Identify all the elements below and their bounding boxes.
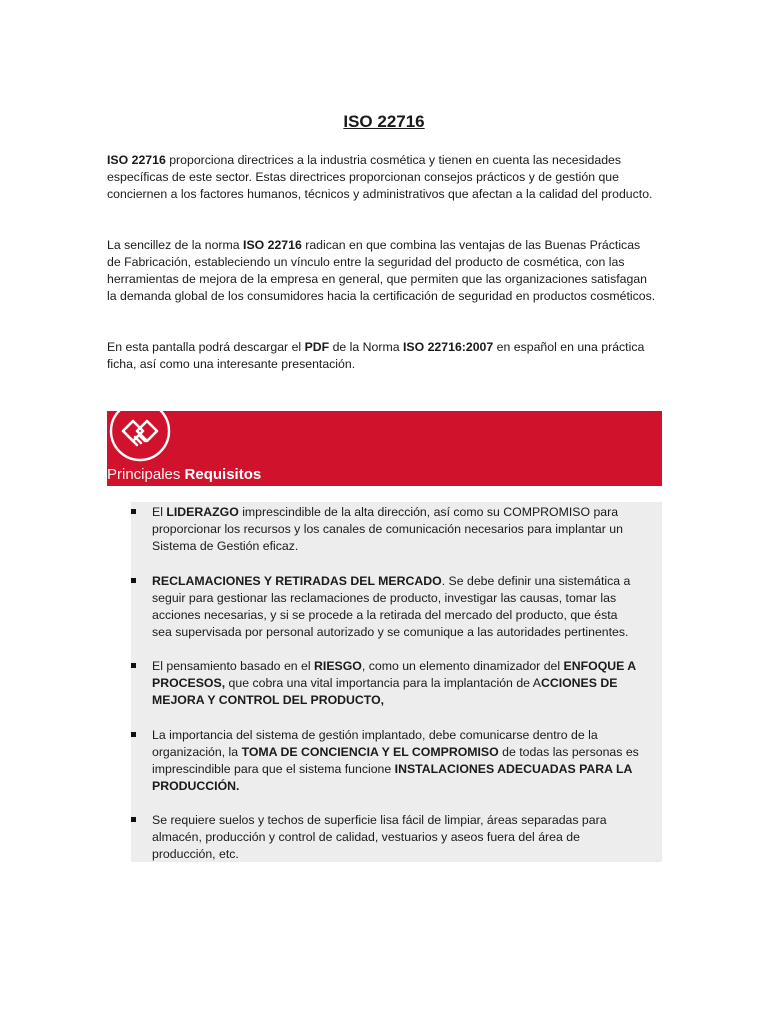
banner-title-bold: Requisitos — [184, 466, 262, 483]
item-bold: RIESGO — [314, 659, 362, 673]
bullet-icon — [131, 817, 136, 822]
item-bold: INSTALACIONES ADECUADAS PARA LA PRODUCCIÓN. — [152, 762, 632, 793]
bold-text: ISO 22716 — [107, 153, 166, 167]
item-bold: ENFOQUE A PROCESOS, — [152, 659, 636, 690]
item-text: que cobra una vital importancia para la implantación de A — [225, 676, 541, 690]
paragraph-text: de la Norma — [329, 340, 403, 354]
requirement-item-reclamaciones — [152, 573, 640, 641]
pdf-text: PDF — [304, 340, 330, 354]
bullet-icon — [131, 732, 136, 737]
bullet-icon — [131, 663, 136, 668]
item-bold: LIDERAZGO — [166, 505, 239, 519]
bold-text: ISO 22716:2007 — [402, 340, 494, 354]
item-text: de todas las personas es imprescindible para que el sistema funcione — [152, 745, 639, 776]
requirement-item-liderazgo — [152, 504, 640, 555]
banner-title — [107, 466, 261, 483]
requirement-item-conciencia — [152, 727, 640, 795]
simplicity-paragraph — [107, 237, 657, 305]
bold-text: ISO 22716 — [243, 238, 302, 252]
item-text: El pensamiento basado en el — [152, 659, 315, 673]
paragraph-text: En esta pantalla podrá descargar el — [107, 340, 305, 354]
bullet-icon — [131, 509, 136, 514]
handshake-icon — [107, 411, 171, 465]
requirement-item-instalaciones — [152, 812, 640, 863]
bullet-icon — [131, 578, 136, 583]
requirements-box — [131, 502, 662, 862]
item-text: imprescindible de la alta dirección, así como su COMPROMISO para proporcionar los recursos y los canales de comunicación necesarios para implantar un Sistema de Gestión eficaz. — [152, 505, 623, 553]
page-title: ISO 22716 — [343, 112, 425, 131]
item-text: El — [152, 505, 167, 519]
requirement-item-riesgo — [152, 658, 640, 709]
intro-paragraph — [107, 152, 657, 203]
requirements-banner — [107, 411, 662, 486]
download-paragraph — [107, 339, 657, 373]
item-text: . Se debe definir una sistemática a seguir para gestionar las reclamaciones de producto, investigar las causas, tomar las acciones necesarias, y si se procede a la retirada del mercado del producto, que ésta sea supervisada por personal autorizado y se comunique a las autoridades pertinentes. — [152, 574, 631, 639]
banner-title-light: Principales — [107, 466, 185, 483]
paragraph-text: proporciona directrices a la industria cosmética y tienen en cuenta las necesidades específicas de este sector. Estas directrices proporcionan consejos prácticos y de gestión que conciernen a los factores humanos, técnicos y administrativos que afectan a la calidad del producto. — [107, 153, 653, 201]
paragraph-text: radican en que combina las ventajas de las Buenas Prácticas de Fabricación, estableciendo un vínculo entre la seguridad del producto de cosmética, con las herramientas de mejora de la empresa en general, que permiten que las organizaciones satisfagan la demanda global de los consumidores hacia la certificación de seguridad en productos cosméticos. — [107, 238, 656, 303]
paragraph-text: La sencillez de la norma — [107, 238, 244, 252]
item-bold: RECLAMACIONES Y RETIRADAS DEL MERCADO — [152, 574, 442, 588]
item-bold: TOMA DE CONCIENCIA Y EL COMPROMISO — [241, 745, 499, 759]
item-text: Se requiere suelos y techos de superficie lisa fácil de limpiar, áreas separadas para almacén, producción y control de calidad, vestuarios y aseos fuera del área de producción, etc. — [152, 813, 607, 861]
item-text: , como un elemento dinamizador del — [361, 659, 564, 673]
item-text: La importancia del sistema de gestión implantado, debe comunicarse dentro de la organización, la — [152, 728, 598, 759]
item-bold: CCIONES DE MEJORA Y CONTROL DEL PRODUCTO, — [152, 676, 618, 707]
paragraph-text: en español en una práctica ficha, así como una interesante presentación. — [107, 340, 645, 371]
